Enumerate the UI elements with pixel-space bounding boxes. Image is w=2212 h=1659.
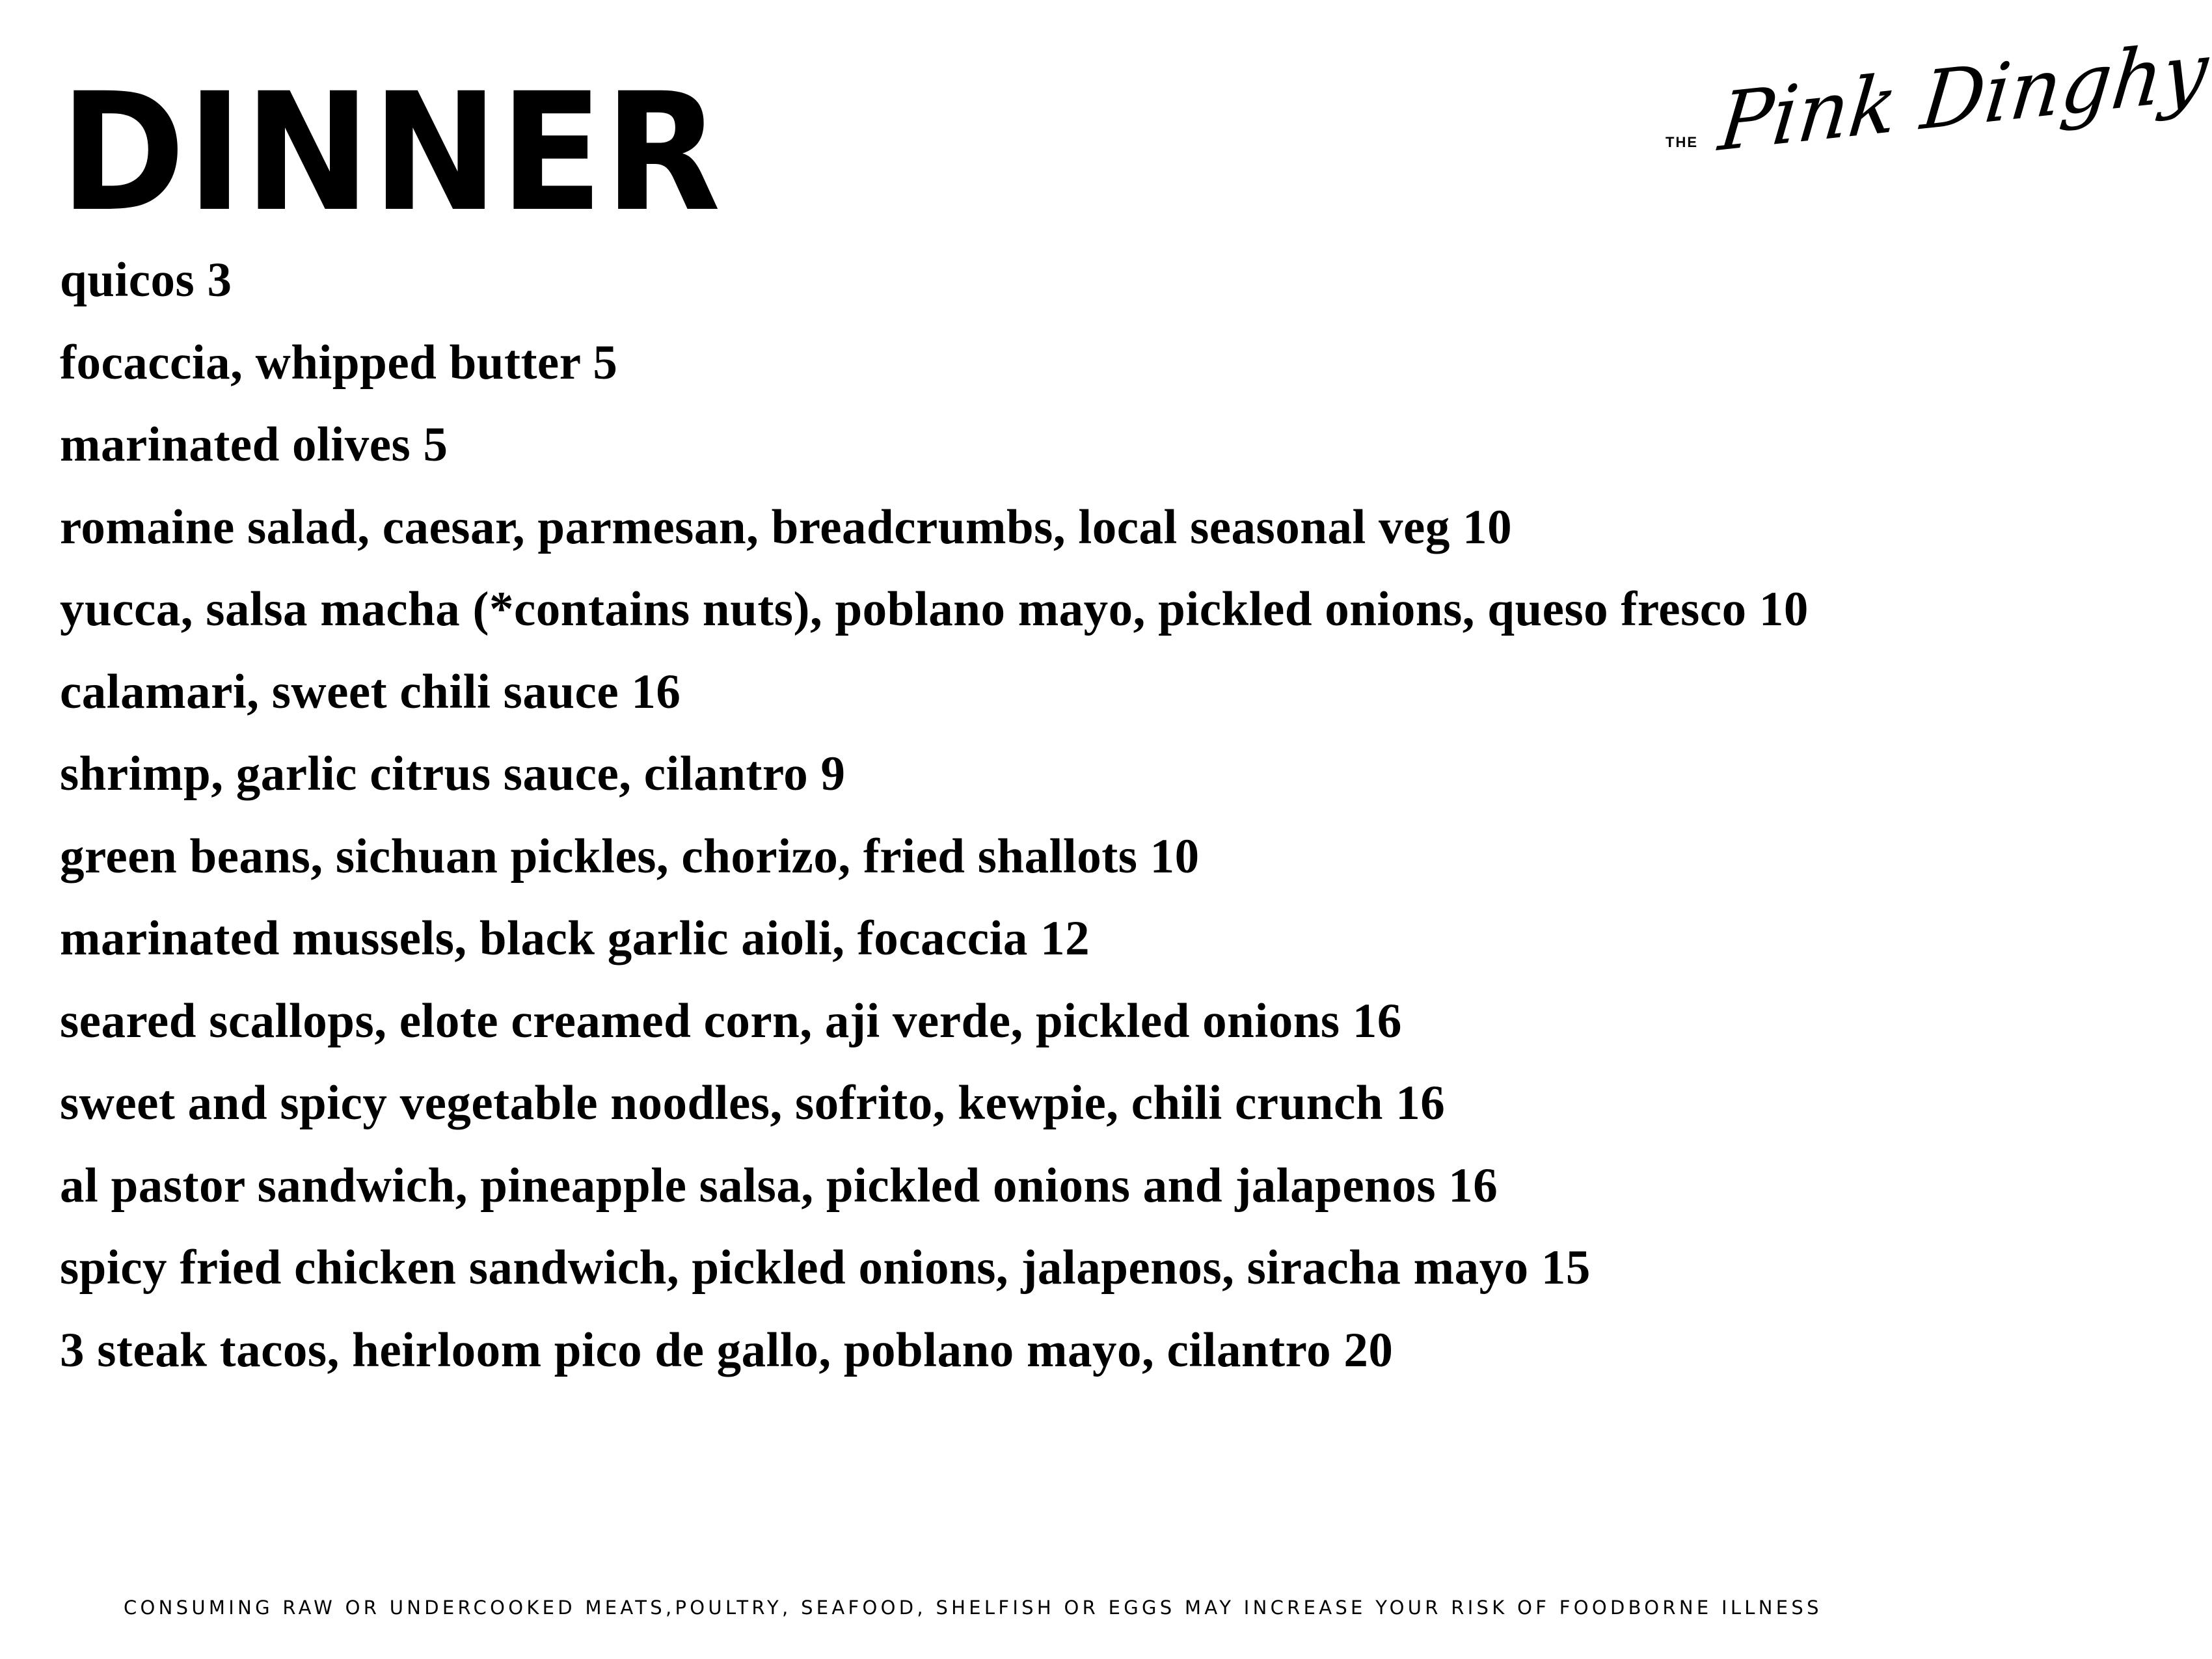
menu-item: seared scallops, elote creamed corn, aji verde, pickled onions 16 <box>60 993 1402 1048</box>
menu-item: romaine salad, caesar, parmesan, breadcrumbs, local seasonal veg 10 <box>60 500 1513 554</box>
menu-item: calamari, sweet chili sauce 16 <box>60 664 681 719</box>
menu-item: green beans, sichuan pickles, chorizo, fried shallots 10 <box>60 829 1200 883</box>
food-safety-disclaimer: CONSUMING RAW OR UNDERCOOKED MEATS,POULTRY, SEAFOOD, SHELFISH OR EGGS MAY INCREASE YOUR RISK OF FOODBORNE ILLNESS <box>124 1597 1822 1619</box>
menu-item: focaccia, whipped butter 5 <box>60 335 618 390</box>
menu-item: marinated mussels, black garlic aioli, focaccia 12 <box>60 911 1090 965</box>
menu-item: quicos 3 <box>60 253 232 307</box>
menu-item: yucca, salsa macha (*contains nuts), poblano mayo, pickled onions, queso fresco 10 <box>60 582 1809 636</box>
menu-item: 3 steak tacos, heirloom pico de gallo, poblano mayo, cilantro 20 <box>60 1323 1394 1377</box>
menu-list <box>60 253 2109 1410</box>
brand-logo <box>1646 24 2212 206</box>
brand-prefix: THE <box>1666 134 1698 150</box>
menu-item: spicy fried chicken sandwich, pickled onions, jalapenos, siracha mayo 15 <box>60 1241 1591 1295</box>
menu-title: DINNER <box>60 58 722 247</box>
menu-item: sweet and spicy vegetable noodles, sofrito, kewpie, chili crunch 16 <box>60 1076 1446 1130</box>
brand-name: Pink Dinghy <box>1714 24 2212 170</box>
menu-item: shrimp, garlic citrus sauce, cilantro 9 <box>60 747 846 801</box>
menu-item: al pastor sandwich, pineapple salsa, pickled onions and jalapenos 16 <box>60 1158 1498 1213</box>
menu-item: marinated olives 5 <box>60 418 448 472</box>
